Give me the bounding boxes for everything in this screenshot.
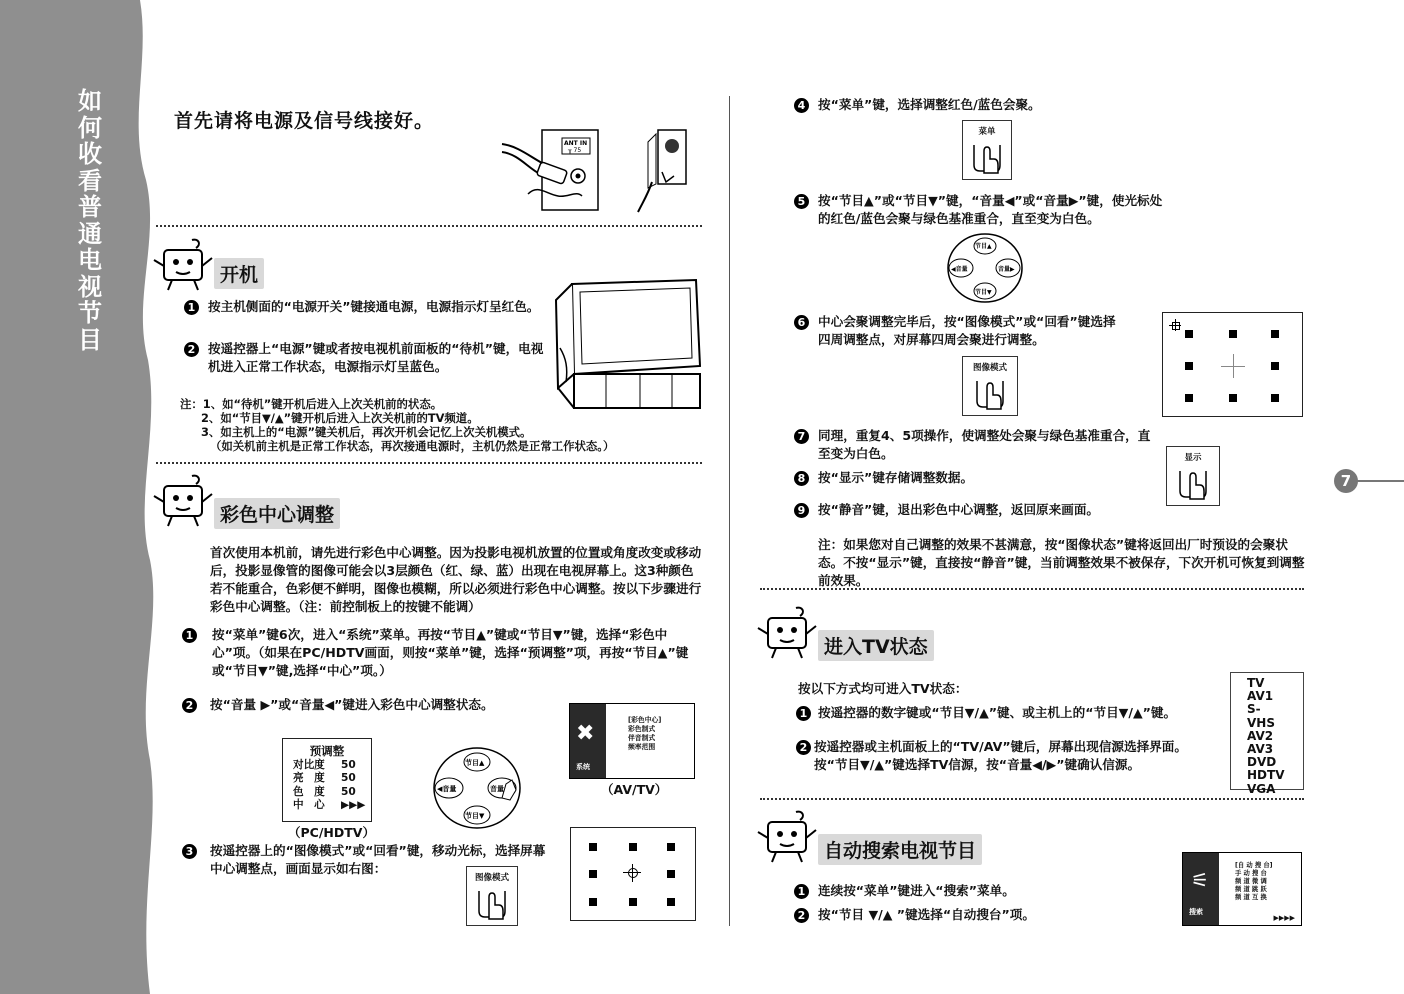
satellite-antenna-icon: ⚟ (1191, 868, 1209, 892)
preset-row: 色 度 50 (293, 785, 356, 798)
svg-text:音量: 音量 (490, 785, 504, 793)
power-note-2: 2、如“节目▼/▲”键开机后进入上次关机前的TV频道。 (201, 411, 479, 425)
search-menu-box (1182, 852, 1302, 926)
source-list-box (1230, 672, 1304, 796)
image-mode-button-illustration: 图像模式 (466, 866, 518, 926)
mascot-icon (756, 604, 818, 660)
color-step-1: 按“菜单”键6次，进入“系统”菜单。再按“节目▲”键或“节目▼”键，选择“彩色中心”项。（如果在PC/HDTV画面，则按“菜单”键，选择“预调整”项，再按“节目▲”键或“节目▼”键,选择“中心”项。） (212, 627, 689, 678)
step-number: 2 (182, 698, 197, 713)
step-number: 2 (184, 342, 199, 357)
svg-text:◀音量: ◀音量 (437, 785, 457, 793)
step-number: 6 (794, 315, 809, 330)
svg-text:ANT IN: ANT IN (564, 140, 588, 147)
section-title-tv-state: 进入TV状态 (818, 630, 934, 661)
source-item: AV1 (1247, 689, 1274, 704)
preset-title: 预调整 (309, 744, 345, 758)
caption-av-tv: （AV/TV） (601, 782, 668, 797)
auto-search-step-1: 连续按“菜单”键进入“搜索”菜单。 (818, 883, 1015, 898)
right-step-9: 按“静音”键，退出彩色中心调整，返回原来画面。 (818, 502, 1100, 517)
preset-row: 中 心 ▶▶▶ (293, 799, 366, 811)
svg-text:节目▲: 节目▲ (465, 759, 485, 767)
power-note-4: （如关机前主机是正常工作状态，再次接通电源时，主机仍然是正常工作状态。） (210, 439, 615, 453)
svg-text:╥ 75: ╥ 75 (568, 147, 582, 154)
svg-text:节目▲: 节目▲ (975, 243, 992, 250)
tv-state-step-1: 按遥控器的数字键或“节目▼/▲”键、或主机上的“节目▼/▲”键。 (818, 705, 1177, 720)
system-menu-item: 伴音制式 (628, 734, 656, 742)
step-number: 4 (794, 98, 809, 113)
right-step-4: 按“菜单”键，选择调整红色/蓝色会聚。 (818, 97, 1041, 112)
direction-pad-illustration (946, 232, 1024, 304)
step-number: 1 (182, 628, 197, 643)
auto-search-step-2: 按“节目 ▼/▲ ”键选择“自动搜台”项。 (818, 907, 1035, 922)
cursor-crosshair-icon (1169, 319, 1181, 331)
tv-state-lead: 按以下方式均可进入TV状态： (798, 681, 968, 696)
crosshair-icon (1233, 354, 1234, 378)
source-item: AV3 (1247, 742, 1274, 757)
image-mode-button-illustration: 图像模式 (962, 356, 1018, 416)
power-step-1: 按主机侧面的“电源开关”键接通电源，电源指示灯呈红色。 (208, 299, 540, 314)
search-menu-label: 搜索 (1189, 908, 1203, 916)
svg-text:节目▼: 节目▼ (465, 812, 485, 820)
top-heading: 首先请将电源及信号线接好。 (174, 110, 435, 132)
search-menu-item: [自 动 搜 台] (1235, 862, 1273, 869)
section-title-color-center: 彩色中心调整 (214, 498, 340, 529)
direction-pad-illustration (432, 746, 522, 830)
right-step-5: 按“节目▲”或“节目▼”键，“音量◀”或“音量▶”键，使光标处的红色/蓝色会聚与绿色基准重合，直至变为白色。 (818, 193, 1163, 226)
source-item: HDTV (1247, 768, 1285, 783)
right-step-7: 同理，重复4、5项操作，使调整处会聚与绿色基准重合，直至变为白色。 (818, 428, 1151, 461)
display-button-illustration: 显示 (1166, 446, 1220, 506)
step-number: 2 (794, 908, 809, 923)
search-menu-items (1235, 862, 1273, 902)
step-number: 1 (184, 300, 199, 315)
search-menu-item: 频 道 微 调 (1235, 878, 1267, 885)
step-number: 1 (794, 884, 809, 899)
divider-3 (760, 588, 1304, 590)
power-note-1: 注：1、如“待机”键开机后进入上次关机前的状态。 (180, 397, 443, 411)
preset-row: 亮 度 50 (293, 772, 356, 784)
system-menu-item: [彩色中心] (628, 716, 662, 724)
power-step-2: 按遥控器上“电源”键或者按电视机前面板的“待机”键，电视机进入正常工作状态，电源指示灯呈蓝色。 (208, 341, 544, 374)
color-step-2: 按“音量 ▶”或“音量◀”键进入彩色中心调整状态。 (210, 697, 494, 712)
mascot-icon (756, 808, 818, 864)
source-item: AV2 (1247, 728, 1274, 743)
svg-text:音量▶: 音量▶ (998, 266, 1015, 273)
projection-tv-illustration (546, 278, 704, 414)
color-center-intro: 首次使用本机前，请先进行彩色中心调整。因为投影电视机放置的位置或角度改变或移动后，投影显像管的图像可能会以3层颜色（红、绿、蓝）出现在电视屏幕上。这3种颜色若不能重合，色彩便不鲜明，图像也模糊，所以必须进行彩色中心调整。按以下步骤进行彩色中心调整。（注：前控制板上的按键不能调） (210, 545, 702, 614)
search-menu-item: 手 动 搜 台 (1235, 870, 1267, 877)
step-number: 1 (796, 706, 811, 721)
preset-row: 对比度 50 (293, 758, 356, 771)
right-step-6: 中心会聚调整完毕后，按“图像模式”或“回看”键选择四周调整点，对屏幕四周会聚进行调整。 (818, 314, 1116, 347)
source-item: DVD (1247, 755, 1277, 770)
antenna-connection-illustration (498, 124, 708, 216)
color-step-3: 按遥控器上的“图像模式”或“回看”键，移动光标，选择屏幕中心调整点，画面显示如右图： (210, 843, 546, 876)
sidebar-vertical-title: 如 何 收 看 普 通 电 视 节 目 (78, 87, 102, 354)
hand-press-icon (475, 885, 509, 921)
step-number: 3 (182, 844, 197, 859)
right-note: 注：如果您对自己调整的效果不甚满意，按“图像状态”键将返回出厂时预设的会聚状态。不按“显示”键，直接按“静音”键，当前调整效果不被保存，下次开机可恢复到调整前效果。 (818, 537, 1305, 588)
system-menu-box (569, 703, 695, 779)
step-number: 7 (794, 429, 809, 444)
step-number: 8 (794, 471, 809, 486)
hand-press-icon (973, 375, 1007, 411)
convergence-screen-right (1162, 312, 1303, 417)
right-step-8: 按“显示”键存储调整数据。 (818, 470, 974, 485)
section-title-auto-search: 自动搜索电视节目 (818, 834, 982, 865)
menu-button-illustration: 菜单 (962, 120, 1012, 180)
page-number: 7 (1334, 469, 1358, 493)
svg-text:节目▼: 节目▼ (975, 289, 992, 296)
system-menu-label: 系统 (576, 763, 590, 771)
tools-icon: ✖ (576, 721, 595, 746)
source-item: TV (1247, 676, 1265, 690)
search-menu-arrows: ▶▶▶▶ (1273, 914, 1295, 922)
divider-2 (156, 462, 702, 464)
system-menu-item: 彩色制式 (628, 725, 656, 733)
divider-1 (156, 225, 702, 227)
convergence-screen-left (570, 827, 696, 921)
tv-state-step-2: 按遥控器或主机面板上的“TV/AV”键后，屏幕出现信源选择界面。按“节目▼/▲”键选择TV信源，按“音量◀/▶”键确认信源。 (814, 739, 1187, 772)
source-item: VGA (1247, 781, 1276, 796)
mascot-icon (152, 472, 214, 528)
section-title-power-on: 开机 (214, 258, 264, 289)
step-number: 9 (794, 503, 809, 518)
hand-press-icon (970, 139, 1004, 175)
hand-press-icon (1176, 465, 1210, 501)
preset-menu-box (282, 738, 372, 822)
system-menu-items (628, 716, 661, 752)
caption-pc-hdtv: （PC/HDTV） (288, 825, 375, 840)
power-note-3: 3、如主机上的“电源”键关机后，再次开机会记忆上次关机模式。 (201, 425, 532, 439)
source-item: S-VHS (1247, 702, 1275, 730)
divider-4 (760, 798, 1304, 800)
search-menu-item: 频 道 跳 跃 (1235, 886, 1267, 893)
page-divider (729, 96, 730, 926)
search-menu-item: 频 道 互 换 (1235, 894, 1267, 901)
mascot-icon (152, 236, 214, 292)
step-number: 2 (796, 740, 811, 755)
svg-text:◀音量: ◀音量 (951, 266, 968, 273)
step-number: 5 (794, 194, 809, 209)
system-menu-item: 频率范围 (628, 743, 656, 751)
